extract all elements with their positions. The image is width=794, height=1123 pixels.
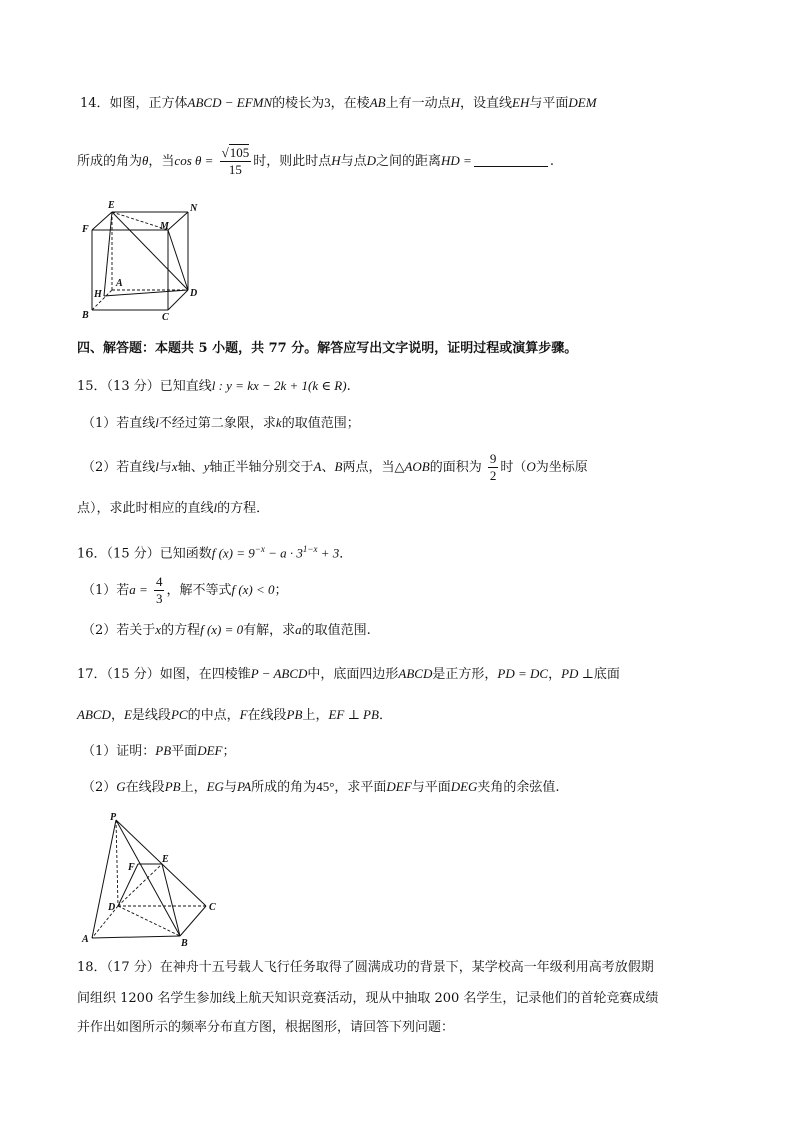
q16-head: 16．（15 分）已知函数f $(x) = 9^{-x} - a \cdot 3^{1-x} + 3$． [77, 544, 353, 562]
answer-blank [474, 152, 548, 167]
fig-label-P: P [110, 812, 117, 823]
q15-head: 15．（13 分）已知直线l : y = kx − 2k + 1(k ∈ R). [77, 378, 351, 394]
q17-part2: （2）G在线段PB上，EG与PA所成的角为45°，求平面DEF与平面DEG夹角的余弦值. [82, 779, 560, 795]
q15-part2-line2: 点），求此时相应的直线l的方程． [77, 500, 270, 516]
fig-label-E: E [162, 854, 169, 865]
fig-label-F: F [128, 862, 135, 873]
q18-line3: 并作出如图所示的频率分布直方图，根据图形，请回答下列问题： [77, 1020, 455, 1035]
q14-line2: 所成的角为θ，当cos θ = $\frac{√105}{15}$ 时，则此时点H与点D之间的距离HD = . [77, 145, 554, 177]
fraction-sqrt105-over-15: $\frac{√105}{15}$ [221, 145, 250, 177]
q16-part2: （2）若关于x的方程f (x) = 0有解，求a的取值范围. [82, 622, 371, 638]
cube-figure [78, 198, 208, 322]
fig-label-C: C [162, 312, 169, 322]
fig-label-E: E [108, 200, 115, 211]
fig-label-D: D [108, 902, 116, 913]
pyramid-figure [78, 810, 228, 950]
fig-label-F: F [82, 224, 89, 235]
q17-head-line1: 17．（15 分）如图，在四棱锥P − ABCD中，底面四边形ABCD是正方形，PD = DC，PD ⊥底面 [77, 666, 620, 682]
q14-line1: 14．如图，正方体ABCD − EFMN的棱长为3，在棱AB上有一动点H，设直线EH与平面DEM [80, 95, 597, 111]
q18-line1: 18．（17 分）在神舟十五号载人飞行任务取得了圆满成功的背景下，某学校高一年级利用高考放假期 [77, 960, 654, 975]
q17-head-line2: ABCD，E是线段PC的中点，F在线段PB上，EF ⊥ PB． [77, 707, 392, 723]
q16-part1: （1）若a = $\frac{4}{3}$ ，解不等式f (x) < 0； [82, 574, 288, 606]
q18-line2: 间组织 1200 名学生参加线上航天知识竞赛活动，现从中抽取 200 名学生，记录他们的首轮竞赛成绩 [77, 991, 659, 1006]
fig-label-H: H [94, 289, 102, 300]
fig-label-A: A [82, 934, 89, 945]
fig-label-B: B [181, 938, 188, 949]
fig-label-N: N [190, 203, 198, 214]
fig-label-M: M [160, 221, 169, 232]
fig-label-D: D [190, 288, 198, 299]
fig-label-B: B [82, 310, 89, 321]
q15-part1: （1）若直线l不经过第二象限，求k的取值范围； [82, 415, 360, 431]
fig-label-A: A [116, 278, 123, 289]
fraction-9-over-2: $\frac{9}{2}$ [489, 451, 497, 483]
section-heading: 四、解答题：本题共 5 小题，共 77 分。解答应写出文字说明，证明过程或演算步骤。 [77, 341, 578, 356]
q17-part1: （1）证明：PB平面DEF； [82, 743, 236, 759]
fig-label-C: C [209, 902, 216, 913]
fraction-4-over-3: $\frac{4}{3}$ [155, 574, 163, 606]
q15-part2-line1: （2）若直线l与x轴、y轴正半轴分别交于A、B两点，当△AOB的面积为 $\frac{9}{2}$ 时（O为坐标原 [82, 451, 588, 483]
